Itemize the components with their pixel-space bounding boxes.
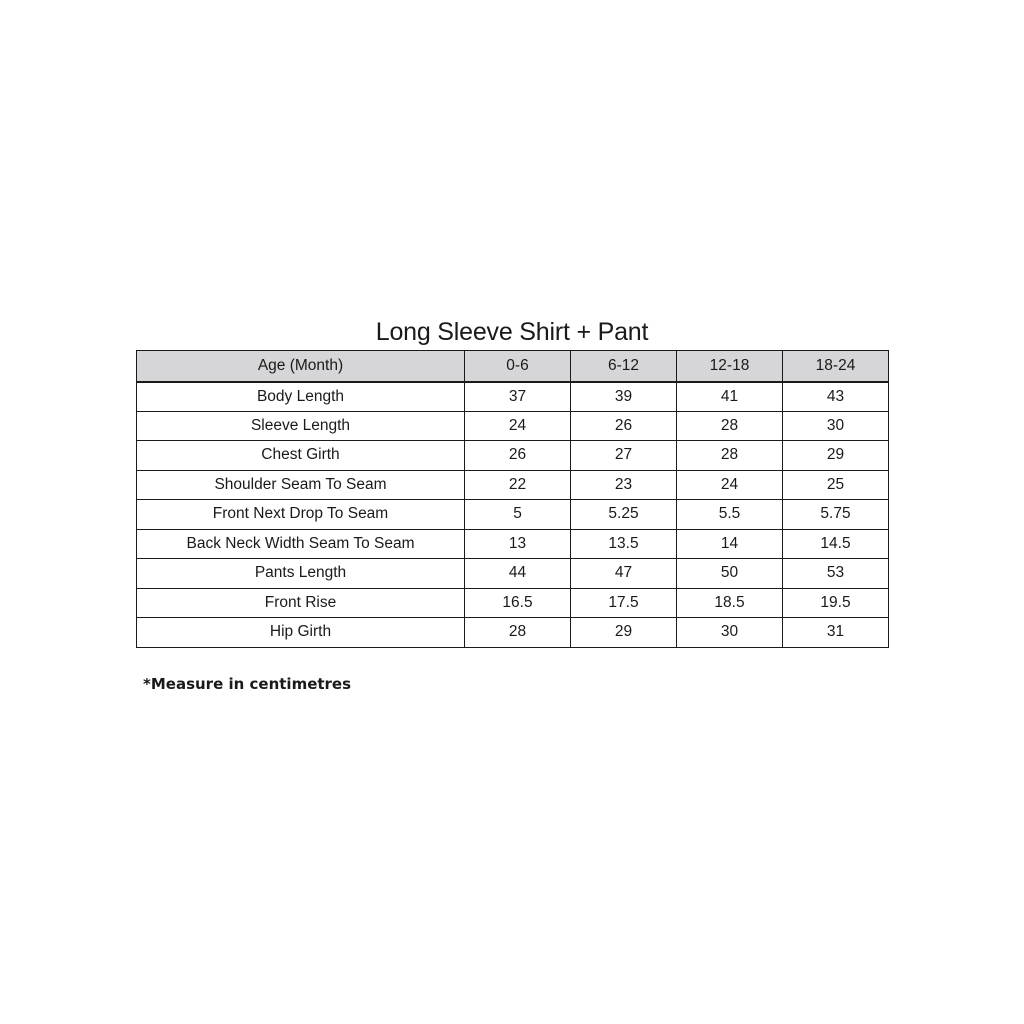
measurement-footnote: *Measure in centimetres [143,675,352,693]
row-label: Shoulder Seam To Seam [137,470,465,500]
table-cell: 5.75 [783,500,889,530]
table-row [137,470,889,500]
table-cell: 13 [465,529,571,559]
table-cell: 24 [465,411,571,441]
row-label: Sleeve Length [137,411,465,441]
table-cell: 16.5 [465,588,571,618]
header-cell-6-12: 6-12 [571,351,677,382]
size-table [136,350,889,648]
row-label: Hip Girth [137,618,465,648]
table-row [137,411,889,441]
table-cell: 26 [571,411,677,441]
table-cell: 5.5 [677,500,783,530]
table-row [137,382,889,412]
table-cell: 28 [677,411,783,441]
table-cell: 43 [783,382,889,412]
table-cell: 14.5 [783,529,889,559]
table-cell: 27 [571,441,677,471]
header-row [137,351,889,382]
table-cell: 17.5 [571,588,677,618]
row-label: Chest Girth [137,441,465,471]
header-cell-0-6: 0-6 [465,351,571,382]
header-cell-18-24: 18-24 [783,351,889,382]
table-cell: 44 [465,559,571,589]
table-cell: 5.25 [571,500,677,530]
header-cell-12-18: 12-18 [677,351,783,382]
size-chart-title: Long Sleeve Shirt + Pant [375,318,649,346]
table-cell: 30 [677,618,783,648]
table-row [137,529,889,559]
table-cell: 26 [465,441,571,471]
row-label: Front Rise [137,588,465,618]
row-label: Front Next Drop To Seam [137,500,465,530]
table-cell: 23 [571,470,677,500]
table-cell: 31 [783,618,889,648]
table-cell: 47 [571,559,677,589]
table-cell: 24 [677,470,783,500]
table-cell: 22 [465,470,571,500]
table-cell: 28 [465,618,571,648]
table-row [137,559,889,589]
table-cell: 19.5 [783,588,889,618]
table-cell: 30 [783,411,889,441]
row-label: Body Length [137,382,465,412]
table-row [137,588,889,618]
table-row [137,441,889,471]
table-body [137,382,889,648]
row-label: Back Neck Width Seam To Seam [137,529,465,559]
row-label: Pants Length [137,559,465,589]
header-cell-age: Age (Month) [137,351,465,382]
table-cell: 13.5 [571,529,677,559]
table-cell: 41 [677,382,783,412]
table-cell: 53 [783,559,889,589]
table-cell: 28 [677,441,783,471]
table-cell: 14 [677,529,783,559]
table-cell: 29 [783,441,889,471]
table-row [137,500,889,530]
table-row [137,618,889,648]
table-cell: 5 [465,500,571,530]
table-cell: 37 [465,382,571,412]
table-cell: 29 [571,618,677,648]
table-header [137,351,889,382]
table-cell: 39 [571,382,677,412]
table-cell: 18.5 [677,588,783,618]
table-cell: 25 [783,470,889,500]
table-cell: 50 [677,559,783,589]
